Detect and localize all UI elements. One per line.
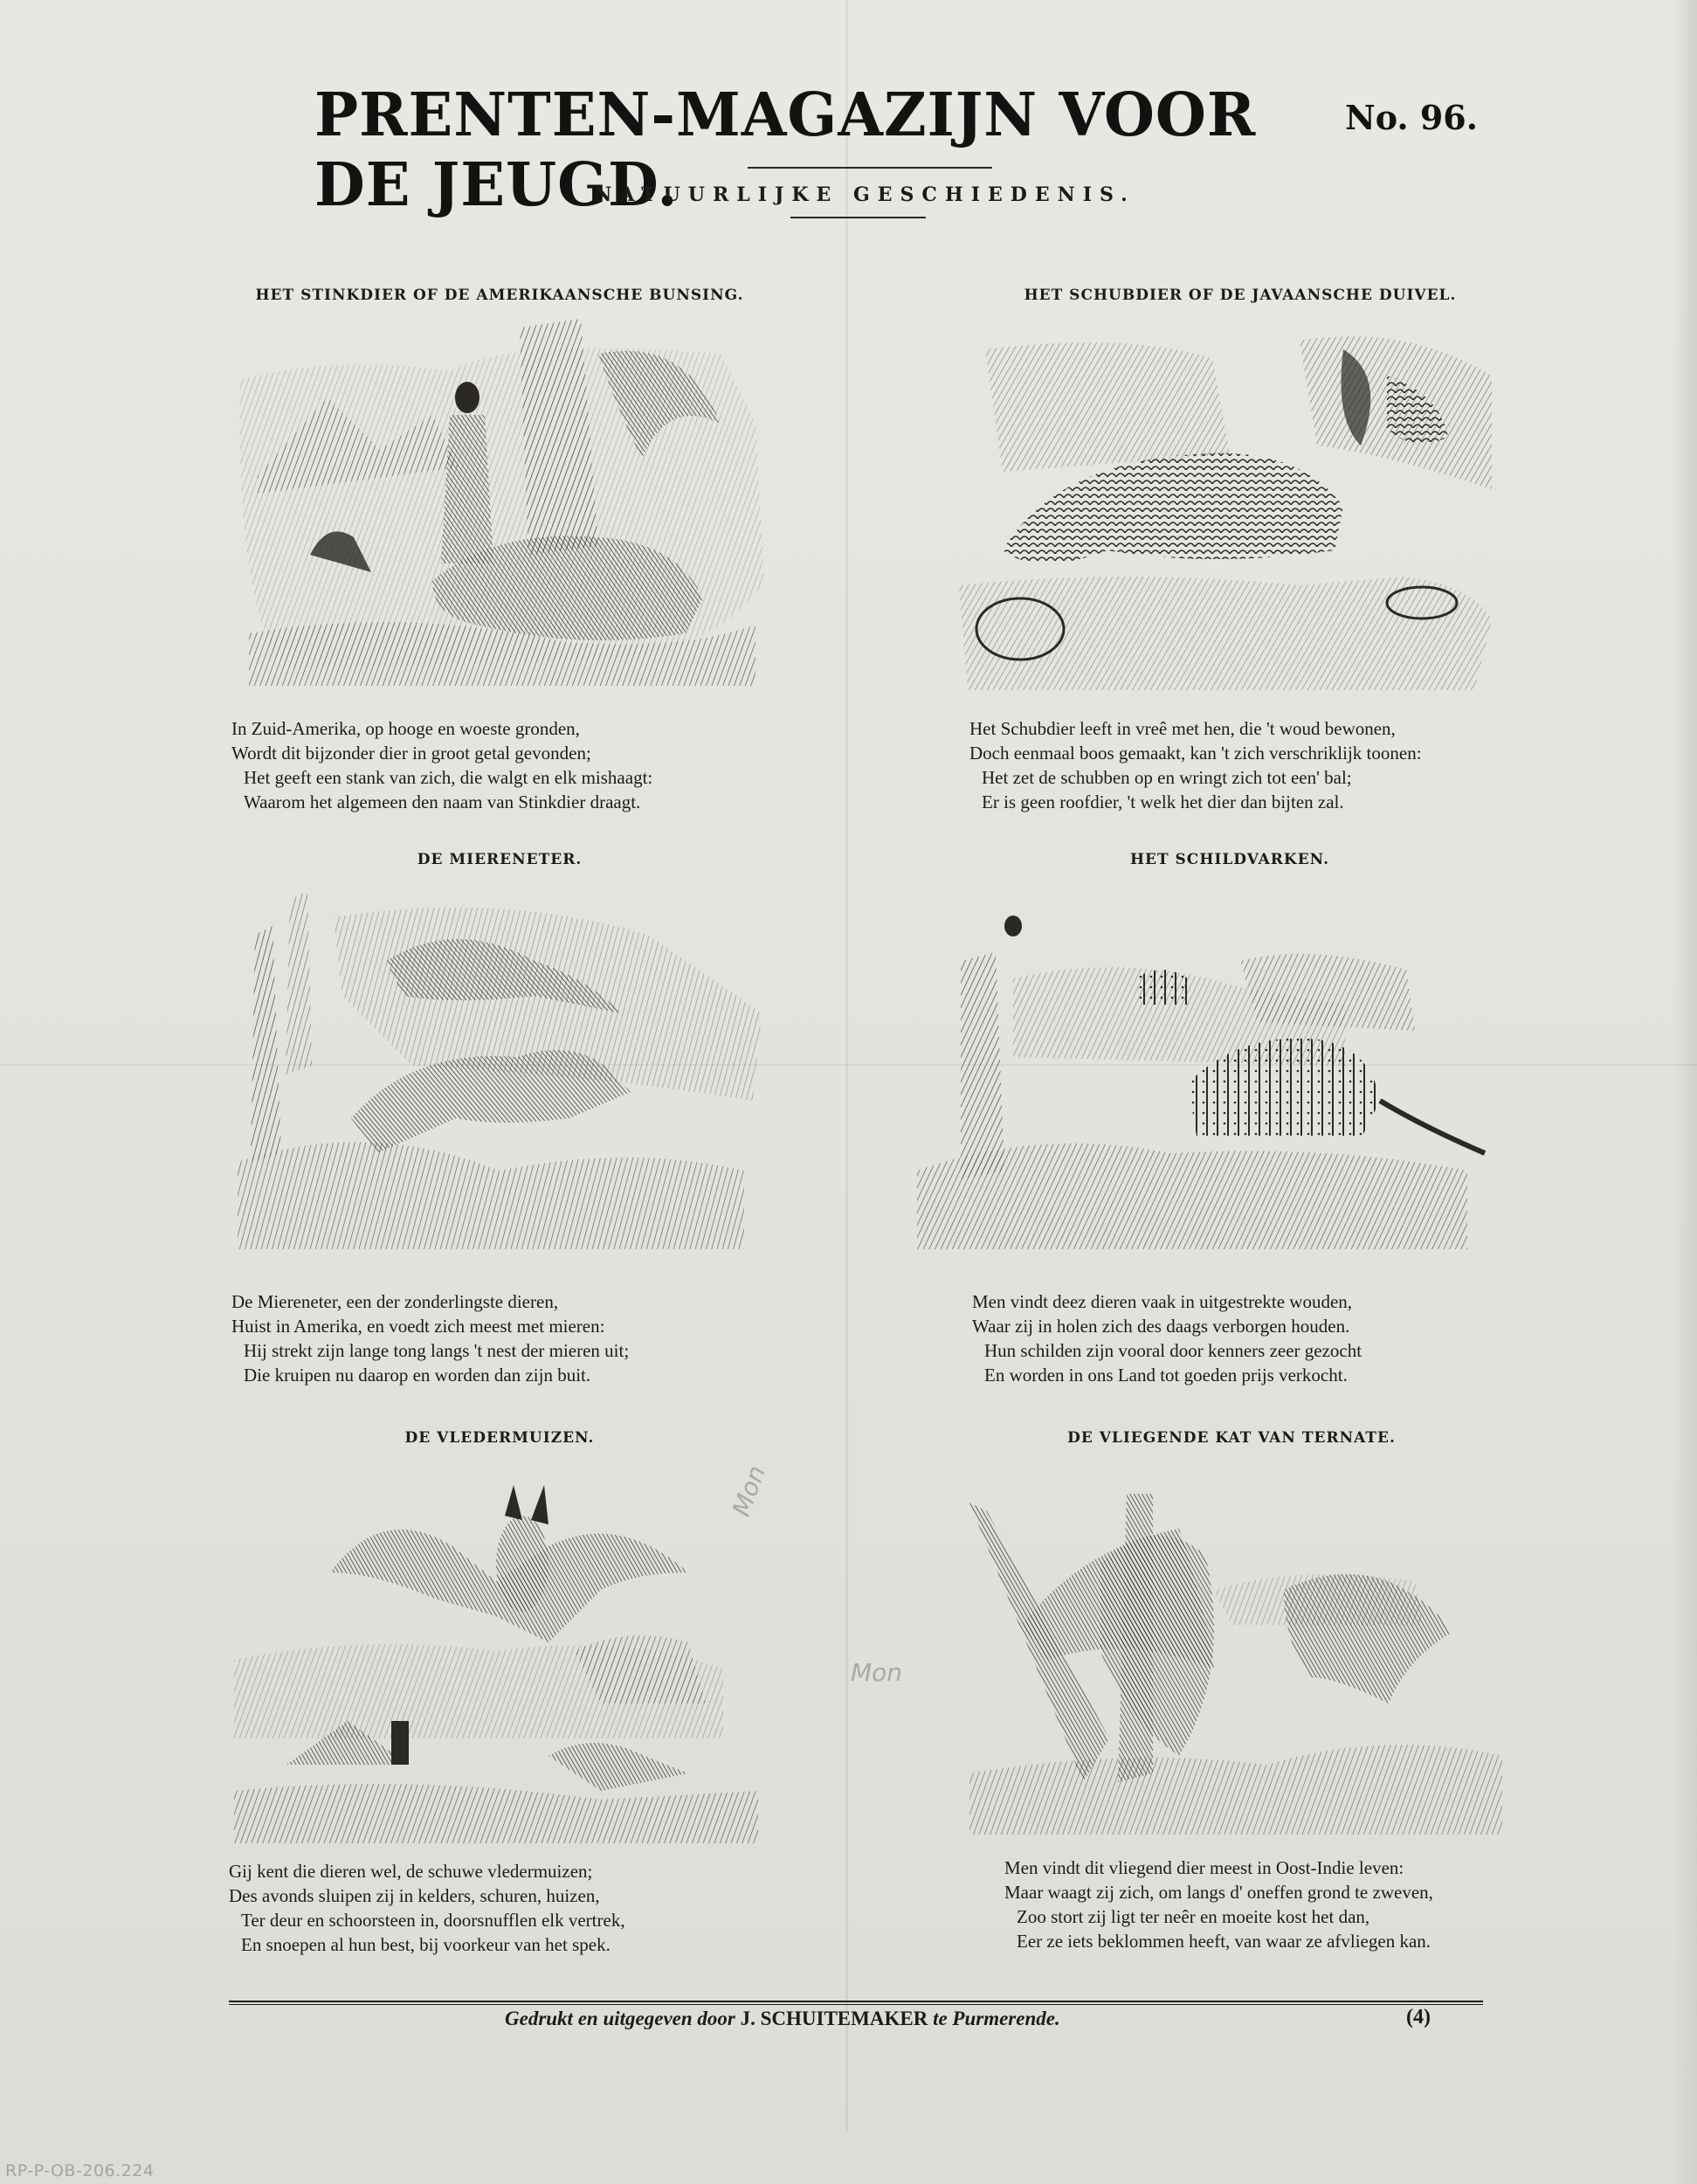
verse-line: Het Schubdier leeft in vreê met hen, die 't woud bewonen, (969, 718, 1396, 739)
verse-line: Hun schilden zijn vooral door kenners zeer gezocht (984, 1340, 1362, 1361)
verse-line: En worden in ons Land tot goeden prijs verkocht. (984, 1365, 1348, 1386)
heading-stinkdier: HET STINKDIER OF DE AMERIKAANSCHE BUNSING. (255, 287, 744, 304)
verse-miereneter (231, 1289, 629, 1387)
woodcut-bats (234, 1476, 776, 1843)
verse-line: In Zuid-Amerika, op hooge en woeste gronden, (231, 718, 580, 739)
footer-rule (229, 2001, 1483, 2002)
verse-line: Het zet de schubben op en wringt zich tot een' bal; (982, 767, 1352, 788)
paper-edge (1673, 0, 1697, 2184)
heading-miereneter: DE MIERENETER. (417, 851, 583, 868)
footer-rule (229, 2004, 1483, 2005)
verse-vledermuizen (229, 1859, 625, 1957)
verse-line: Wordt dit bijzonder dier in groot getal gevonden; (231, 743, 591, 764)
verse-line: Maar waagt zij zich, om langs d' oneffen grond te zweven, (1004, 1882, 1433, 1903)
verse-line: Huist in Amerika, en voedt zich meest met mieren: (231, 1316, 605, 1337)
pencil-note: Mon (726, 1462, 772, 1520)
verse-line: Men vindt deez dieren vaak in uitgestrekte wouden, (972, 1291, 1353, 1312)
verse-line: Er is geen roofdier, 't welk het dier dan bijten zal. (982, 791, 1344, 812)
imprint-prefix: Gedrukt en uitgegeven door (505, 2008, 735, 2029)
verse-vliegende-kat (1004, 1856, 1433, 1953)
verse-schubdier (969, 716, 1422, 814)
verse-line: Hij strekt zijn lange tong langs 't nest der mieren uit; (244, 1340, 630, 1361)
verse-line: De Miereneter, een der zonderlingste dieren, (231, 1291, 559, 1312)
inventory-number: RP-P-OB-206.224 (5, 2161, 155, 2181)
verse-line: Eer ze iets beklommen heeft, van waar ze afvliegen kan. (1017, 1931, 1431, 1952)
page-title: PRENTEN-MAGAZIJN VOOR DE JEUGD. (314, 80, 1257, 220)
vertical-fold (845, 0, 848, 2132)
verse-line: Des avonds sluipen zij in kelders, schuren, huizen, (229, 1885, 600, 1906)
imprint-publisher: J. SCHUITEMAKER (740, 2008, 928, 2029)
heading-schildvarken: HET SCHILDVARKEN. (1129, 851, 1330, 868)
verse-line: Men vindt dit vliegend dier meest in Oost-Indie leven: (1004, 1857, 1404, 1878)
subtitle-rule (790, 217, 926, 218)
heading-vliegende-kat: DE VLIEGENDE KAT VAN TERNATE. (1067, 1429, 1396, 1447)
issue-number: No. 96. (1345, 98, 1478, 137)
verse-line: Zoo stort zij ligt ter neêr en moeite kost het dan, (1017, 1906, 1370, 1927)
imprint-suffix: te Purmerende. (933, 2008, 1060, 2029)
verse-schildvarken (972, 1289, 1362, 1387)
page-number: (4) (1406, 2006, 1431, 2028)
imprint (505, 2008, 1060, 2030)
heading-schubdier: HET SCHUBDIER OF DE JAVAANSCHE DUIVEL. (1024, 287, 1457, 304)
woodcut-flying-cat (952, 1494, 1511, 1843)
verse-line: Ter deur en schoorsteen in, doorsnufflen elk vertrek, (241, 1910, 625, 1931)
woodcut-skunk (231, 319, 773, 695)
title-rule (748, 167, 992, 169)
verse-line: Doch eenmaal boos gemaakt, kan 't zich verschriklijk toonen: (969, 743, 1422, 764)
woodcut-pangolin (950, 323, 1500, 699)
verse-line: En snoepen al hun best, bij voorkeur van het spek. (241, 1934, 611, 1955)
verse-line: Waar zij in holen zich des daags verborgen houden. (972, 1316, 1350, 1337)
woodcut-armadillo (908, 909, 1502, 1258)
verse-line: Het geeft een stank van zich, die walgt en elk mishaagt: (244, 767, 653, 788)
pencil-note: Mon (851, 1658, 903, 1687)
heading-vledermuizen: DE VLEDERMUIZEN. (404, 1429, 595, 1447)
verse-line: Waarom het algemeen den naam van Stinkdier draagt. (244, 791, 641, 812)
verse-stinkdier (231, 716, 652, 814)
verse-line: Die kruipen nu daarop en worden dan zijn buit. (244, 1365, 591, 1386)
woodcut-anteater (238, 891, 779, 1258)
verse-line: Gij kent die dieren wel, de schuwe vledermuizen; (229, 1861, 593, 1882)
subtitle: NATUURLIJKE GESCHIEDENIS. (594, 183, 1135, 206)
